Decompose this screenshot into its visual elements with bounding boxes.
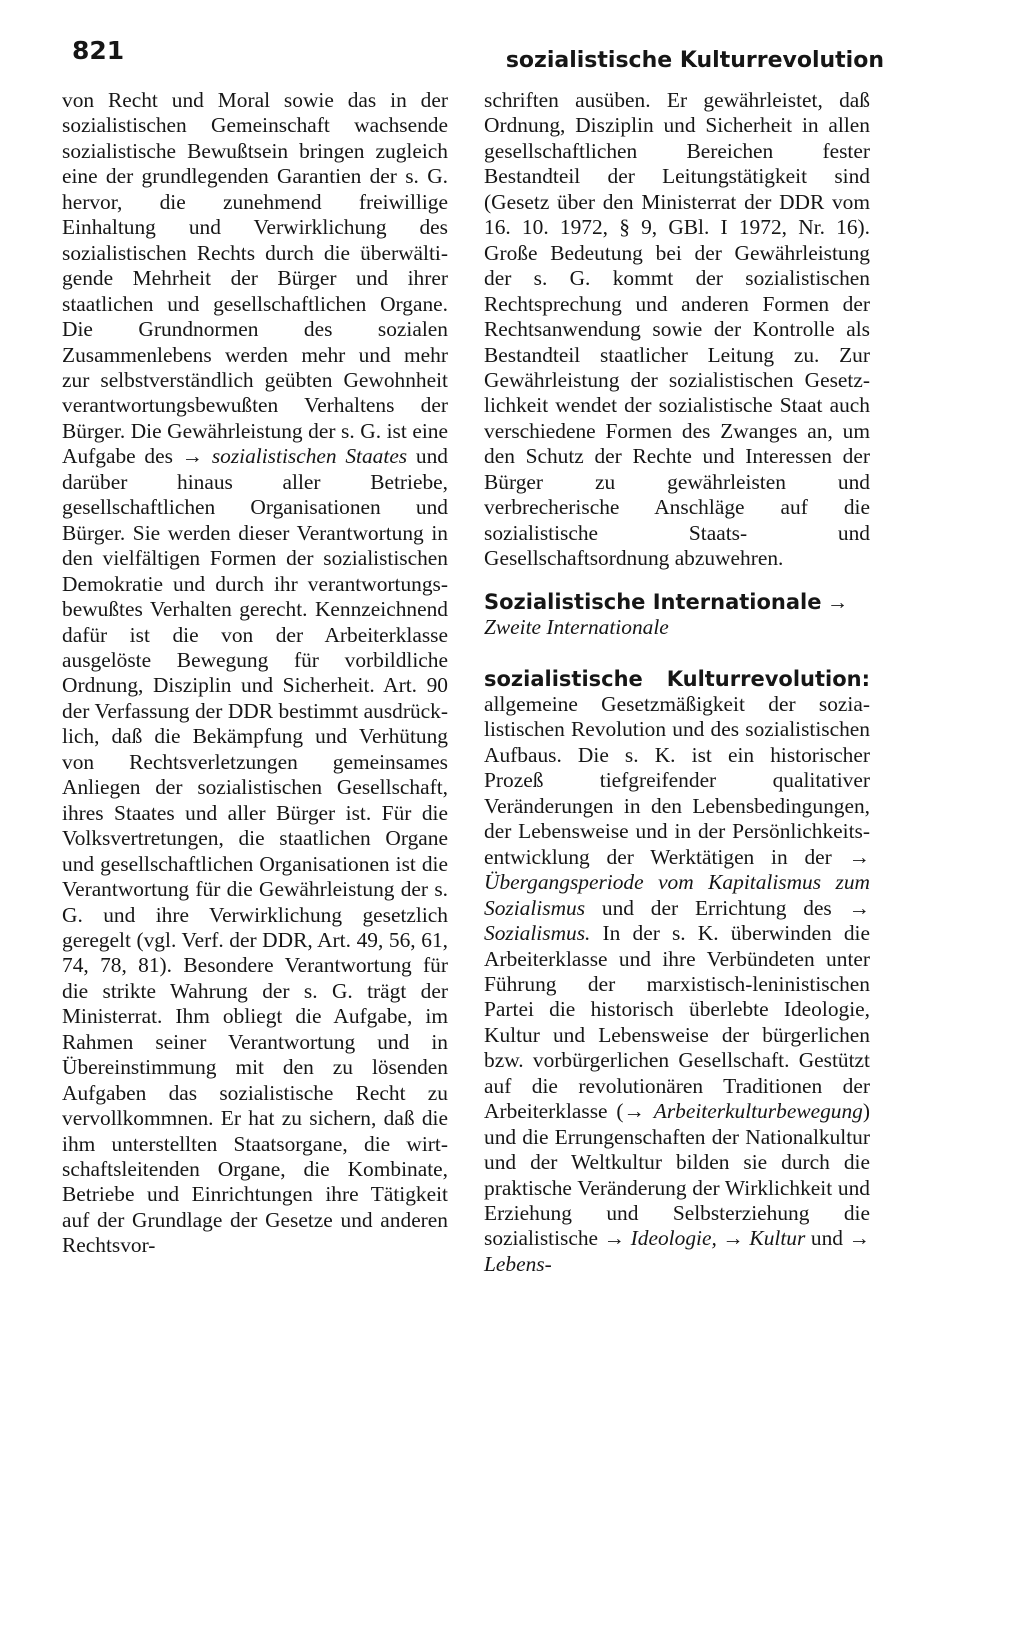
entry-headword: sozialistische Kulturrevolution: bbox=[484, 666, 870, 691]
page-number: 821 bbox=[72, 36, 125, 65]
cross-reference-link[interactable]: Zweite Internationale bbox=[484, 615, 669, 640]
cross-reference-link[interactable]: Sozialismus. bbox=[484, 921, 591, 946]
cross-reference-arrow: → bbox=[722, 1226, 744, 1251]
body-text: von Recht und Moral sowie das in der sozialistischen Gemeinschaft wachsende sozialistische Bewußtsein bringen zugleich eine der grundlegenden Garantien der s. G. hervor, die zunehmend freiwillige Einhaltung und Verwirklichung des sozialistischen Rechts durch die überwältigende Mehrheit der Bürger und ihrer staatlichen und gesellschaftlichen Organe. Die Grundnormen des sozialen Zusammenlebens werden mehr und mehr zur selbstverständlich geübten Gewohnheit verantwortungsbewußten Verhaltens der Bürger. Die Gewährleistung der s. G. ist eine Aufgabe des bbox=[62, 88, 448, 469]
cross-reference-link[interactable]: Ideologie, bbox=[630, 1226, 717, 1251]
dictionary-entry bbox=[484, 590, 870, 641]
cross-reference-link[interactable]: Lebens- bbox=[484, 1251, 552, 1276]
running-head: sozialistische Kulturrevolution bbox=[505, 48, 884, 73]
cross-reference-arrow: → bbox=[623, 1099, 645, 1124]
cross-reference-link[interactable]: Kultur bbox=[749, 1226, 806, 1251]
body-text: In der s. K. überwinden die Arbeiterklasse und ihre Verbündeten unter Führung der marxistisch-leninistischen Partei die historisch überlebte Ideologie, Kultur und Lebensweise der bürgerlichen bzw. vorbürgerlichen Gesellschaft. Gestützt auf die revolutionären Traditionen der Arbeiterklasse ( bbox=[484, 921, 870, 1124]
paragraph bbox=[62, 88, 448, 1259]
paragraph bbox=[484, 88, 870, 572]
cross-reference-arrow: → bbox=[848, 895, 870, 920]
body-text: schriften ausüben. Er gewährleistet, daß Ordnung, Disziplin und Sicherheit in allen gesellschaftlichen Bereichen fester Bestandteil der Leitungstätigkeit sind (Gesetz über den Ministerrat der DDR vom 16. 10. 1972, § 9, GBl. I 1972, Nr. 16). Große Bedeutung bei der Gewährleistung der s. G. kommt der sozialistischen Rechtsprechung und anderen Formen der Rechtsanwendung sowie der Kontrolle als Bestandteil staatlicher Leitung zu. Zur Gewährleistung der sozialistischen Gesetzlichkeit wendet der sozialistische Staat auch verschiedene Formen des Zwanges an, um den Schutz der Rechte und Interessen der Bürger zu gewährleisten und verbrecherische Anschläge auf die sozialistische Staats- und Gesellschaftsordnung abzuwehren. bbox=[484, 88, 870, 571]
body-text: und bbox=[810, 1226, 843, 1251]
cross-reference-arrow: → bbox=[603, 1226, 626, 1251]
cross-reference-link[interactable]: sozialistischen Staates bbox=[211, 444, 408, 469]
right-column bbox=[484, 88, 870, 1277]
entry-headword: Sozialistische Internationale bbox=[484, 589, 822, 614]
body-text: und darüber hinaus aller Betriebe, gesellschaftlichen Organisationen und Bürger. Sie werden dieser Verantwortung in den vielfältigen Formen der sozialistischen Demokratie und durch ihr verantwortungsbewußtes Verhalten gerecht. Kennzeichnend dafür ist die von der Arbeiterklasse ausgelöste Bewegung für vorbildliche Ordnung, Disziplin und Sicherheit. Art. 90 der Verfassung der DDR bestimmt ausdrücklich, daß die Bekämpfung und Verhütung von Rechtsverletzungen gemeinsames Anliegen der sozialistischen Gesellschaft, ihres Staates und aller Bürger ist. Für die Volksvertretungen, die staatlichen Organe und gesellschaftlichen Organisationen ist die Verantwortung für die Gewährleistung der s. G. und ihre Verwirklichung gesetzlich geregelt (vgl. Verf. der DDR, Art. 49, 56, 61, 74, 78, 81). Besondere Verantwortung für die strikte Wahrung der s. G. trägt der Ministerrat. Ihm obliegt die Aufgabe, im Rahmen seiner Verantwortung und in Übereinstimmung mit den zu lösenden Aufgaben das sozialistische Recht zu vervollkommnen. Er hat zu sichern, daß die ihm unterstellten Staatsorgane, die wirtschaftsleitenden Organe, die Kombinate, Betriebe und Einrichtungen ihre Tätigkeit auf der Grundlage der Gesetze und anderen Rechtsvor- bbox=[62, 444, 448, 1258]
body-text: allgemeine Gesetzmäßigkeit der sozialistischen Revolution und des sozialistischen Aufbaus. Die s. K. ist ein historischer Prozeß tiefgreifender qualitativer Veränderungen in den Lebensbedingungen, der Lebensweise und in der Persönlichkeitsentwicklung der Werktätigen in der bbox=[484, 691, 870, 869]
cross-reference-arrow: → bbox=[826, 589, 849, 614]
cross-reference-arrow: → bbox=[181, 444, 204, 469]
body-text: ) und die Errungenschaften der Nationalkultur und der Weltkultur bilden sie durch die praktische Veränderung der Wirklichkeit und Erziehung und Selbsterziehung die sozialistische bbox=[484, 1099, 870, 1251]
cross-reference-arrow: → bbox=[848, 844, 870, 869]
dictionary-entry bbox=[484, 667, 870, 1278]
body-text: und der Errichtung des bbox=[601, 895, 832, 920]
cross-reference-link[interactable]: Arbeiterkulturbewegung bbox=[653, 1099, 863, 1124]
cross-reference-arrow: → bbox=[848, 1226, 870, 1251]
left-column bbox=[62, 88, 448, 1259]
cross-reference-link[interactable]: Übergangsperiode vom Kapitalismus zum Sozialismus bbox=[484, 870, 870, 920]
